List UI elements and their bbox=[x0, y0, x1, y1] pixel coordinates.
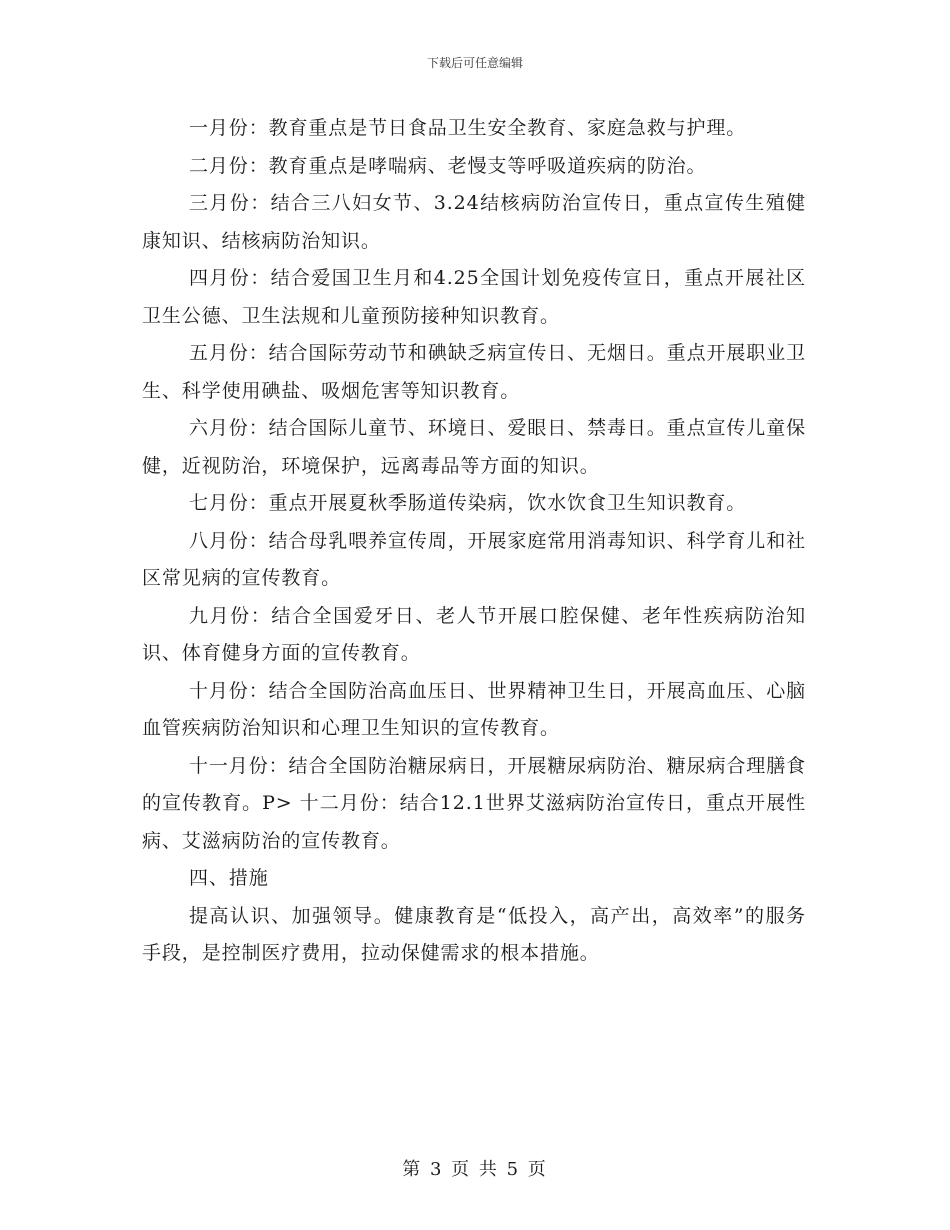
paragraph-june: 六月份：结合国际儿童节、环境日、爱眼日、禁毒日。重点宣传儿童保健，近视防治，环境保护，远离毒品等方面的知识。 bbox=[142, 417, 806, 477]
page-number-footer: 第 3 页 共 5 页 bbox=[402, 1159, 548, 1180]
page-header: 下载后可任意编辑 bbox=[426, 56, 523, 70]
paragraph-august: 八月份：结合母乳喂养宣传周，开展家庭常用消毒知识、科学育儿和社区常见病的宣传教育。 bbox=[142, 529, 806, 589]
section-heading-measures: 四、措施 bbox=[189, 867, 269, 889]
paragraph-march: 三月份：结合三八妇女节、3.24结核病防治宣传日，重点宣传生殖健康知识、结核病防治知识。 bbox=[142, 192, 806, 252]
paragraph-september: 九月份：结合全国爱牙日、老人节开展口腔保健、老年性疾病防治知识、体育健身方面的宣传教育。 bbox=[142, 604, 806, 664]
paragraph-november-december: 十一月份：结合全国防治糖尿病日，开展糖尿病防治、糖尿病合理膳食的宣传教育。P> 十二月份：结合12.1世界艾滋病防治宣传日，重点开展性病、艾滋病防治的宣传教育。 bbox=[142, 754, 806, 852]
paragraph-april: 四月份：结合爱国卫生月和4.25全国计划免疫传宣日，重点开展社区卫生公德、卫生法规和儿童预防接种知识教育。 bbox=[142, 267, 806, 327]
paragraph-may: 五月份：结合国际劳动节和碘缺乏病宣传日、无烟日。重点开展职业卫生、科学使用碘盐、吸烟危害等知识教育。 bbox=[142, 342, 806, 402]
paragraph-july: 七月份：重点开展夏秋季肠道传染病，饮水饮食卫生知识教育。 bbox=[189, 492, 747, 514]
paragraph-october: 十月份：结合全国防治高血压日、世界精神卫生日，开展高血压、心脑血管疾病防治知识和心理卫生知识的宣传教育。 bbox=[142, 679, 806, 739]
document-body bbox=[142, 110, 806, 973]
paragraph-measures: 提高认识、加强领导。健康教育是“低投入，高产出，高效率”的服务手段，是控制医疗费用，拉动保健需求的根本措施。 bbox=[142, 904, 806, 964]
paragraph-january: 一月份：教育重点是节日食品卫生安全教育、家庭急救与护理。 bbox=[189, 117, 747, 139]
paragraph-february: 二月份：教育重点是哮喘病、老慢支等呼吸道疾病的防治。 bbox=[189, 154, 707, 177]
